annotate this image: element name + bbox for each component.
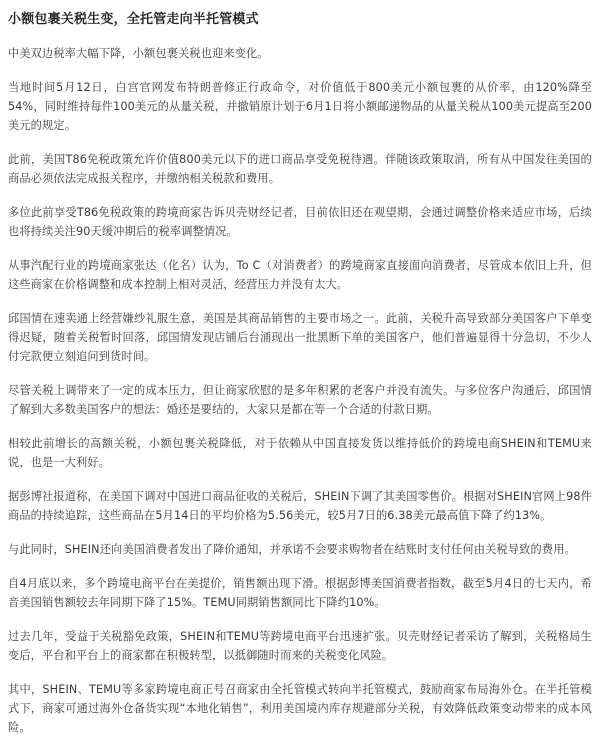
article-paragraph: 相较此前增长的高额关税，小额包裹关税降低，对于依赖从中国直接发货以维持低价的跨境电商SHEIN和TEMU来说，也是一大利好。 xyxy=(8,437,592,469)
article-paragraph: 据彭博社报道称，在美国下调对中国进口商品征收的关税后，SHEIN下调了其美国零售价。根据对SHEIN官网上98件商品的持续追踪，这些商品在5月14日的平均价格为5.56美元，较5月7日的6.38美元最高值下降了约13%。 xyxy=(8,490,592,522)
article-paragraph: 过去几年，受益于关税豁免政策，SHEIN和TEMU等跨境电商平台迅速扩张。贝壳财经记者采访了解到，关税格局生变后，平台和平台上的商家都在积极转型，以抵御随时而来的关税变化风险。 xyxy=(8,630,592,662)
article-paragraph: 尽管关税上调带来了一定的成本压力，但让商家欣慰的是多年积累的老客户并没有流失。与多位客户沟通后，邱国情了解到大多数美国客户的想法：婚还是要结的，大家只是都在等一个合适的付款日期。 xyxy=(8,384,592,416)
article-paragraph: 与此同时，SHEIN还向美国消费者发出了降价通知，并承诺不会要求购物者在结账时支付任何由关税导致的费用。 xyxy=(8,543,576,556)
article-paragraph: 中美双边税率大幅下降，小额包裹关税也迎来变化。 xyxy=(8,47,269,60)
article-paragraph: 其中，SHEIN、TEMU等多家跨境电商正号召商家由全托管模式转向半托管模式，鼓励商家布局海外仓。在半托管模式下，商家可通过海外仓备货实现“本地化销售”，利用美国境内库存规避部分关税，有效降低政策变动带来的成本风险。 xyxy=(8,683,592,734)
article-paragraph: 多位此前享受T86免税政策的跨境商家告诉贝壳财经记者，目前依旧还在观望期，会通过调整价格来适应市场，后续也将持续关注90天缓冲期后的税率调整情况。 xyxy=(8,206,592,238)
article-paragraph: 邱国情在速卖通上经营嫌纱礼服生意，美国是其商品销售的主要市场之一。此前，关税升高导致部分美国客户下单变得迟疑，随着关税暂时回落，邱国情发现店铺后台涌现出一批黑断下单的美国客户，他们普遍显得十分急切，不少人付完款便立刻追问到货时间。 xyxy=(8,312,592,363)
article-paragraph: 当地时间5月12日，白宫官网发布特朗普修正行政命令，对价值低于800美元小额包裹的从价率，由120%降至54%，同时维持每件100美元的从量关税，并撤销原计划于6月1日将小额邮递物品的从量关税从100美元提高至200美元的规定。 xyxy=(8,81,592,132)
article-paragraph: 从事汽配行业的跨境商家张达（化名）认为，To C（对消费者）的跨境商家直接面向消费者，尽管成本依旧上升，但这些商家在价格调整和成本控制上相对灵活，经营压力并没有太大。 xyxy=(8,259,592,291)
article-paragraph: 自4月底以来，多个跨境电商平台在美提价，销售额出现下滑。根据彭博美国消费者指数，截至5月4日的七天内，希音美国销售额较去年同期下降了15%。TEMU同期销售额同比下降约10%。 xyxy=(8,577,592,609)
article-paragraph: 此前，美国T86免税政策允许价值800美元以下的进口商品享受免税待遇。伴随该政策取消，所有从中国发往美国的商品必须依法完成报关程序，并缴纳相关税款和费用。 xyxy=(8,153,592,185)
article-title: 小额包裹关税生变，全托管走向半托管模式 xyxy=(8,12,259,27)
